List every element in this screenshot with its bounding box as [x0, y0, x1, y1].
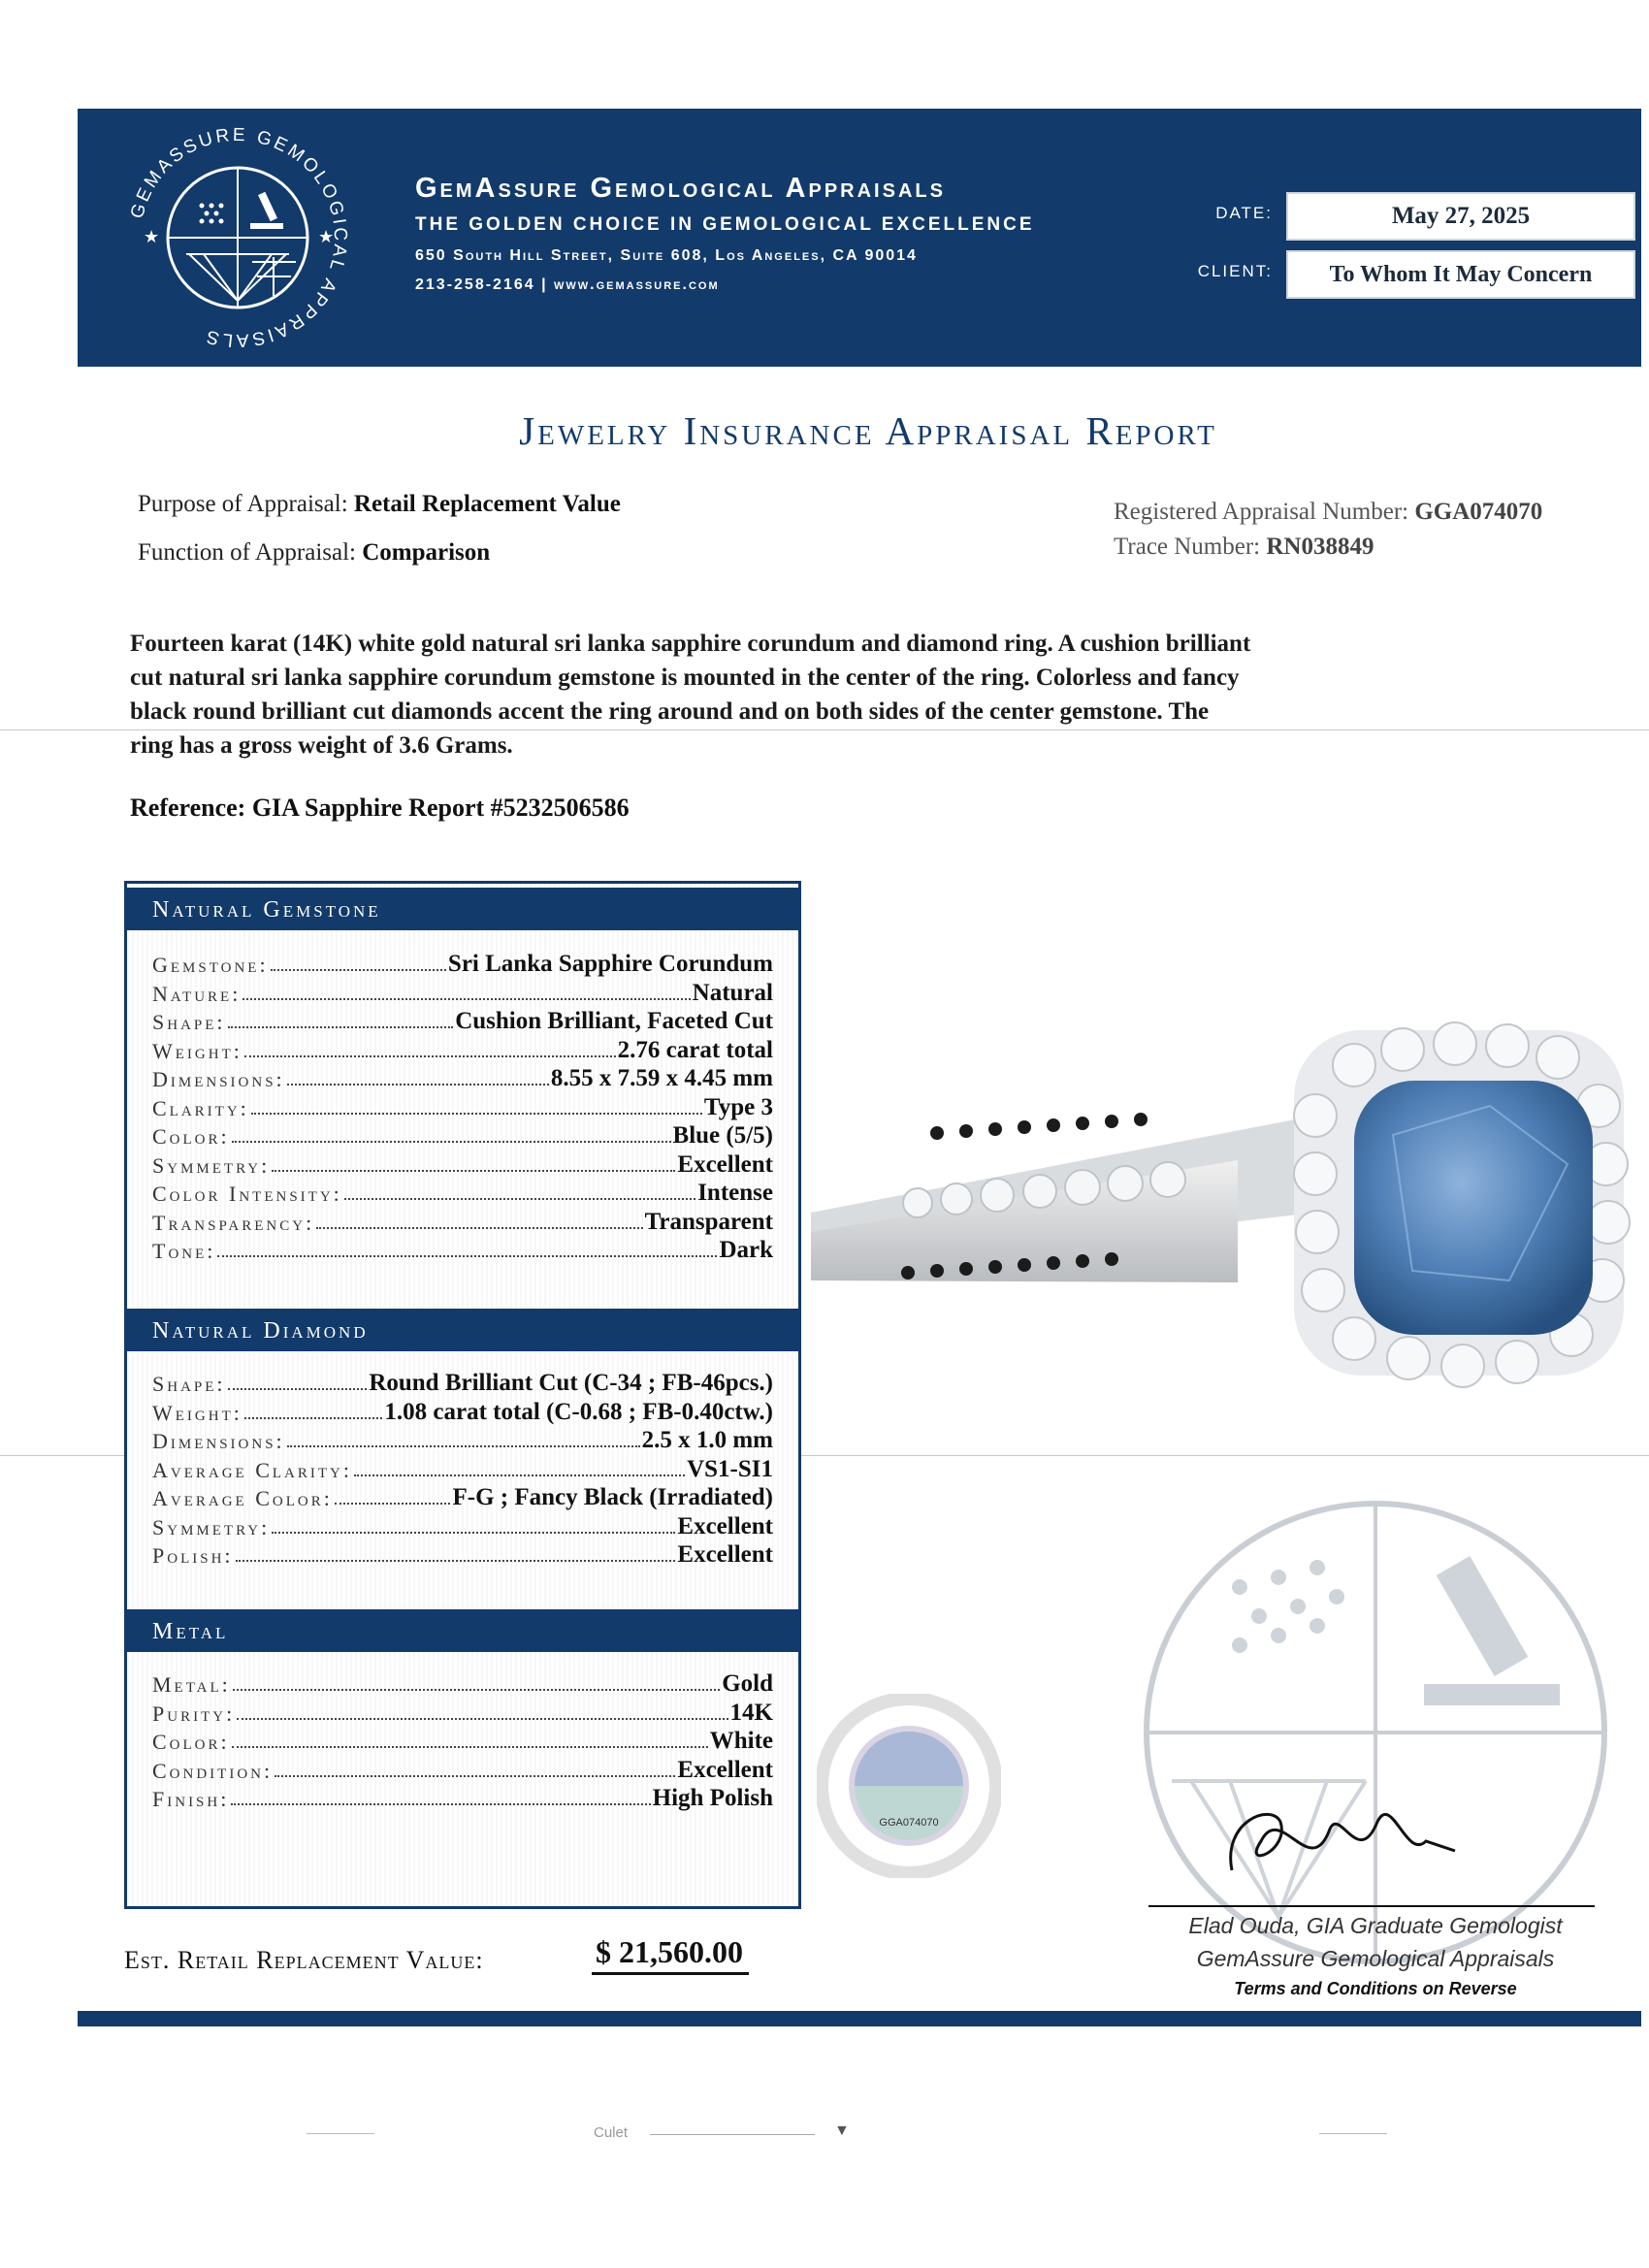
registered-number-value: GGA074070 — [1414, 499, 1543, 525]
spec-label: Symmetry: — [152, 1514, 271, 1539]
diamond-spec-row — [152, 1483, 773, 1511]
function-line — [138, 539, 490, 567]
spec-label: Purity: — [152, 1701, 236, 1726]
gemstone-spec-row — [152, 1036, 773, 1064]
seal-text: GEMASSURE GEMOLOGICAL APPRAISALS — [126, 124, 351, 351]
dot-leader — [231, 1803, 650, 1805]
spec-value: Type 3 — [703, 1093, 773, 1120]
spec-label: Metal: — [152, 1672, 231, 1697]
dot-leader — [244, 1055, 616, 1057]
value-label: Est. Retail Replacement Value: — [124, 1946, 484, 1974]
spec-label: Color: — [152, 1124, 230, 1149]
metal-section-heading: Metal — [127, 1609, 798, 1652]
function-label: Function of Appraisal: — [138, 539, 356, 566]
hologram-seal — [817, 1694, 1001, 1878]
spec-value: Cushion Brilliant, Faceted Cut — [455, 1008, 773, 1034]
company-seal-logo — [116, 116, 359, 359]
company-block — [415, 173, 1035, 294]
caret-down-icon: ▼ — [834, 2122, 850, 2139]
spec-label: Shape: — [152, 1010, 226, 1034]
metal-spec-row — [152, 1784, 773, 1812]
dot-leader — [232, 1141, 671, 1143]
ring-photo — [811, 989, 1641, 1416]
diamond-section-heading: Natural Diamond — [127, 1309, 798, 1351]
dot-leader — [287, 1445, 640, 1447]
spec-label: Finish: — [152, 1787, 230, 1811]
gemstone-spec-row — [152, 1093, 773, 1121]
spec-label: Dimensions: — [152, 1067, 285, 1091]
culet-line — [650, 2134, 815, 2135]
gemstone-spec-row — [152, 1179, 773, 1207]
culet-label: Culet — [594, 2124, 629, 2141]
spec-value: 14K — [729, 1699, 773, 1726]
terms-note: Terms and Conditions on Reverse — [1234, 1979, 1517, 1998]
spec-value: Sri Lanka Sapphire Corundum — [447, 951, 773, 977]
dot-leader — [287, 1084, 549, 1085]
spec-value: Intense — [697, 1180, 773, 1206]
dot-leader — [272, 1170, 675, 1172]
company-contact: 213-258-2164 | www.gemassure.com — [415, 276, 720, 293]
spec-label: Shape: — [152, 1372, 226, 1396]
spec-label: Average Clarity: — [152, 1457, 352, 1482]
spec-value: 1.08 carat total (C-0.68 ; FB-0.40ctw.) — [384, 1398, 773, 1425]
report-title: Jewelry Insurance Appraisal Report — [519, 408, 1217, 453]
spec-value: Excellent — [677, 1512, 773, 1539]
gemstone-spec-row — [152, 950, 773, 978]
dot-leader — [228, 1026, 454, 1028]
spec-value: Blue (5/5) — [672, 1122, 773, 1149]
header-band — [78, 109, 1641, 367]
gemstone-spec-row — [152, 1150, 773, 1179]
spec-value: Dark — [719, 1237, 773, 1263]
tick-mark — [1319, 2133, 1387, 2134]
company-tagline: THE GOLDEN CHOICE IN GEMOLOGICAL EXCELLENCE — [415, 214, 1035, 235]
purpose-line — [138, 491, 621, 518]
spec-label: Gemstone: — [152, 953, 269, 977]
gemstone-spec-row — [152, 1208, 773, 1236]
dot-leader — [242, 998, 690, 1000]
spec-value: Transparent — [644, 1208, 773, 1235]
fold-line — [0, 729, 1649, 730]
dot-leader — [237, 1718, 728, 1720]
metal-spec-row — [152, 1756, 773, 1784]
spec-label: Transparency: — [152, 1210, 315, 1235]
gia-reference: Reference: GIA Sapphire Report #5232506586 — [130, 794, 630, 822]
spec-label: Polish: — [152, 1543, 234, 1568]
dot-leader — [236, 1560, 676, 1562]
spec-value: 2.5 x 1.0 mm — [641, 1427, 773, 1453]
metal-spec-row — [152, 1727, 773, 1755]
trace-number-line — [1114, 534, 1374, 561]
specifications-panel — [124, 881, 801, 1909]
spec-label: Tone: — [152, 1239, 216, 1263]
diamond-spec-row — [152, 1455, 773, 1483]
dot-leader — [232, 1746, 708, 1748]
gemstone-spec-row — [152, 1064, 773, 1092]
spec-value: VS1-SI1 — [687, 1455, 773, 1482]
spec-label: Symmetry: — [152, 1152, 271, 1178]
dot-leader — [335, 1503, 451, 1505]
spec-value: White — [709, 1728, 773, 1754]
spec-value: Gold — [722, 1670, 773, 1697]
registered-number-line — [1114, 499, 1542, 526]
dot-leader — [228, 1388, 368, 1390]
spec-label: Color: — [152, 1730, 230, 1754]
dot-leader — [217, 1255, 717, 1257]
metal-spec-row — [152, 1699, 773, 1727]
spec-value: Excellent — [677, 1150, 773, 1178]
spec-value: 8.55 x 7.59 x 4.45 mm — [550, 1065, 773, 1091]
sapphire-stone — [1354, 1081, 1593, 1335]
dot-leader — [251, 1113, 702, 1115]
dot-leader — [233, 1689, 720, 1691]
spec-value: Natural — [692, 979, 773, 1006]
tick-mark — [307, 2133, 374, 2134]
signer-name: Elad Ouda, GIA Graduate Gemologist — [1188, 1913, 1563, 1938]
hologram-number: GGA074070 — [879, 1817, 939, 1829]
spec-label: Weight: — [152, 1038, 242, 1063]
spec-value: Excellent — [677, 1541, 773, 1568]
dot-leader — [275, 1775, 675, 1777]
spec-label: Condition: — [152, 1758, 274, 1783]
signature-line — [1148, 1905, 1595, 1907]
signature-image — [1212, 1783, 1465, 1899]
dot-leader — [354, 1474, 685, 1476]
footer-bar — [78, 2011, 1641, 2026]
diamond-spec-row — [152, 1369, 773, 1397]
company-name: GemAssure Gemological Appraisals — [415, 173, 946, 204]
gemstone-spec-row — [152, 1236, 773, 1264]
diamond-spec-row — [152, 1398, 773, 1426]
purpose-label: Purpose of Appraisal: — [138, 491, 348, 517]
dot-leader — [271, 969, 446, 971]
dot-leader — [316, 1227, 642, 1229]
metal-spec-row — [152, 1669, 773, 1698]
spec-label: Weight: — [152, 1400, 242, 1425]
dot-leader — [344, 1198, 695, 1200]
svg-text:★: ★ — [144, 227, 160, 246]
gemstone-section-heading: Natural Gemstone — [127, 888, 798, 930]
spec-value: Round Brilliant Cut (C-34 ; FB-46pcs.) — [369, 1370, 773, 1396]
company-address: 650 South Hill Street, Suite 608, Los Angeles, CA 90014 — [415, 247, 918, 264]
client-value: To Whom It May Concern — [1286, 250, 1635, 299]
diamond-spec-row — [152, 1426, 773, 1454]
spec-value: Excellent — [677, 1756, 773, 1783]
trace-number-value: RN038849 — [1266, 534, 1374, 560]
spec-label: Nature: — [152, 981, 242, 1006]
client-label: CLIENT: — [1197, 262, 1273, 280]
gemstone-spec-row — [152, 1121, 773, 1150]
value-amount: $ 21,560.00 — [592, 1934, 749, 1975]
spec-value: F-G ; Fancy Black (Irradiated) — [452, 1484, 773, 1510]
spec-label: Color Intensity: — [152, 1182, 342, 1206]
date-value: May 27, 2025 — [1286, 192, 1635, 241]
gemstone-spec-row — [152, 979, 773, 1007]
function-value: Comparison — [362, 539, 491, 566]
watermark-seal — [1133, 1490, 1618, 1975]
purpose-value: Retail Replacement Value — [353, 491, 621, 517]
spec-label: Dimensions: — [152, 1429, 285, 1453]
spec-value: High Polish — [652, 1785, 773, 1811]
date-label: DATE: — [1215, 204, 1273, 222]
spec-label: Clarity: — [152, 1095, 249, 1120]
diamond-spec-row — [152, 1540, 773, 1569]
registered-number-label: Registered Appraisal Number: — [1114, 499, 1409, 525]
trace-number-label: Trace Number: — [1114, 534, 1261, 560]
gemstone-spec-row — [152, 1007, 773, 1035]
diamond-spec-row — [152, 1512, 773, 1540]
svg-text:★: ★ — [318, 227, 335, 246]
dot-leader — [244, 1417, 383, 1419]
signer-company: GemAssure Gemological Appraisals — [1196, 1946, 1555, 1971]
item-description: Fourteen karat (14K) white gold natural sri lanka sapphire corundum and diamond ring. A cushion brilliant cut natural sri lanka sapphire corundum gemstone is mounted in the center of the ring. Colorless and fancy black round brilliant cut diamonds accent the ring around and on both sides of the center gemstone. The ring has a gross weight of 3.6 Grams. — [130, 631, 1251, 759]
spec-label: Average Color: — [152, 1486, 333, 1510]
spec-value: 2.76 carat total — [617, 1036, 773, 1063]
dot-leader — [272, 1532, 675, 1534]
